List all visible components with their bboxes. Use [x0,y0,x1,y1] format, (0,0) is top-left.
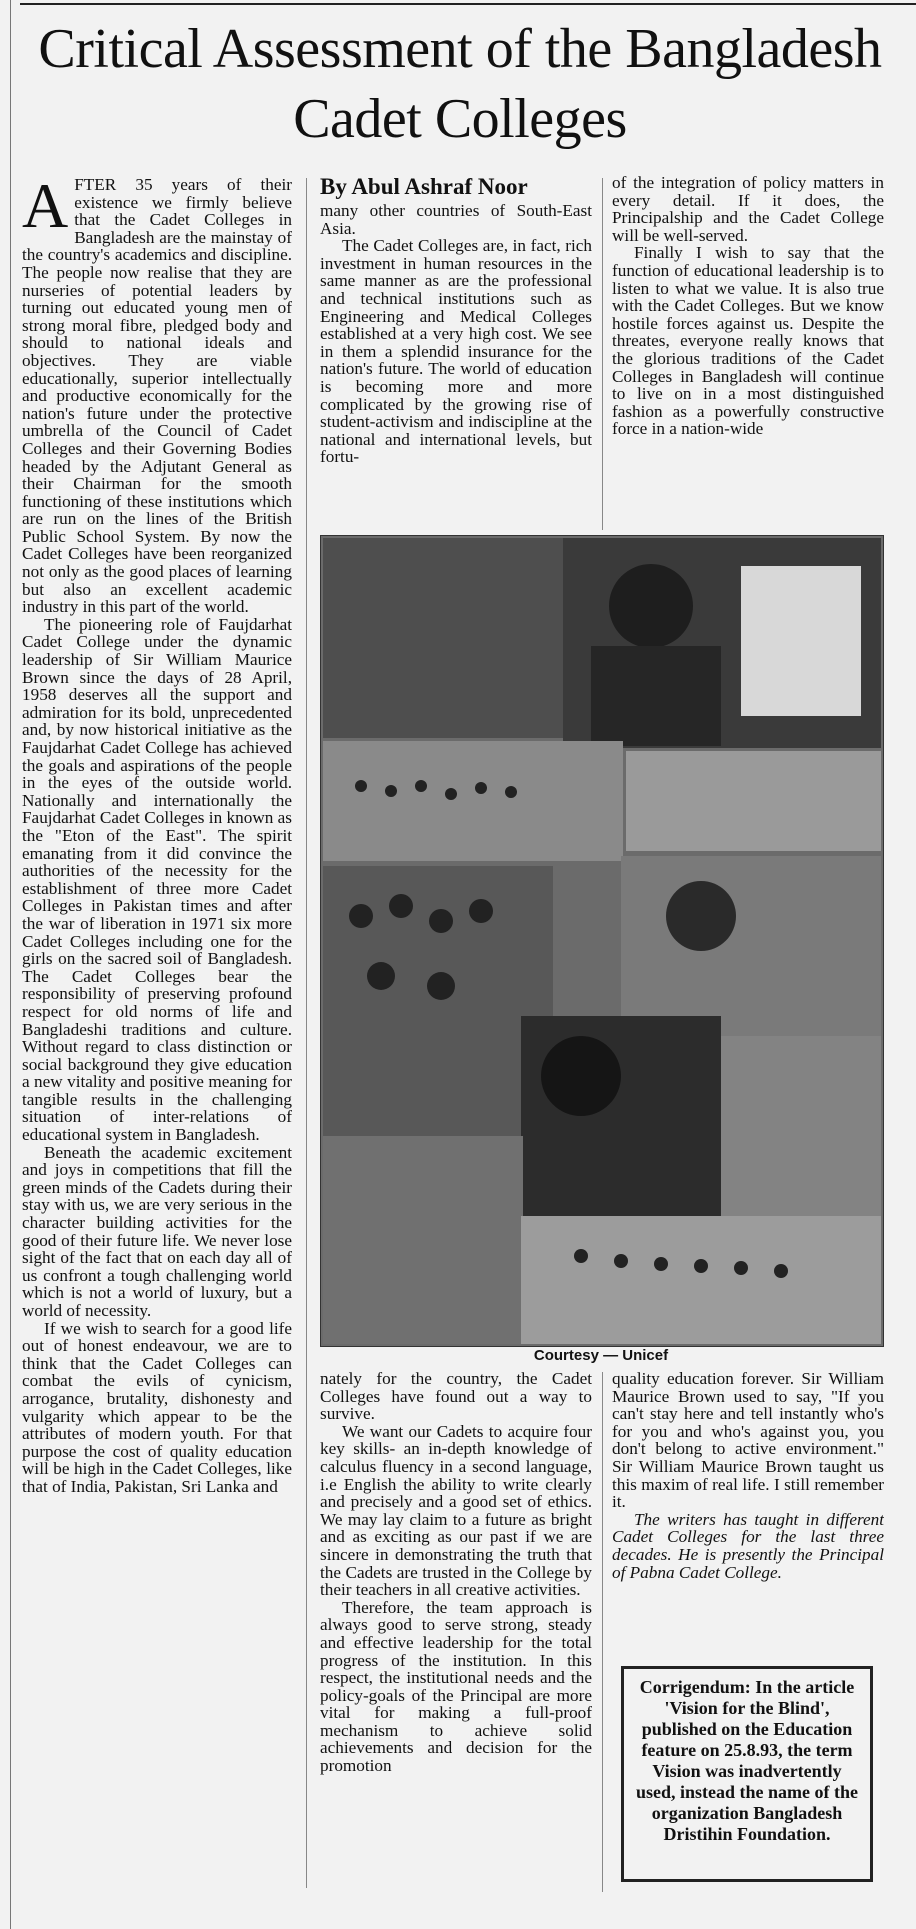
column-1-paragraph-3: Beneath the academic excitement and joys in competitions that fill the green minds of the Cadets during their stay with us, we are very serious in the character building activities for the good of their future life. We never lose sight of the fact that on each day all of us confront a tough challenging world which is not a world of luxury, but a world of necessity. [22,1142,292,1320]
column-1-paragraph-2: The pioneering role of Faujdarhat Cadet College under the dynamic leadership of Sir William Maurice Brown since the days of 28 April, 1958 deserves all the support and admiration for its bold, unprecedented and, by now historical initiative as the Faujdarhat Cadet College has achieved the goals and aspirations of the people in the eyes of the outside world. Nationally and internationally the Faujdarhat Cadet Colleges in known as the "Eton of the East". The spirit emanating from it did convince the authorities of the necessity for the establishment of three more Cadet Colleges in Pakistan times and after the war of liberation in 1971 six more Cadet Colleges including one for the girls on the sacred soil of Bangladesh. The Cadet Colleges bear the responsibility of preserving profound respect for old norms of life and Bangladeshi traditions and culture. Without regard to class distinction or social background they give education a new vitality and positive meaning for tangible results in the challenging situation of inter-relations of educational system in Bangladesh. [22,614,292,1145]
column-3-bottom [612,1370,884,1660]
column-divider-1 [306,178,307,1888]
column-3-bottom-paragraph-1: quality education forever. Sir William Maurice Brown used to say, "If you can't stay here and tell instantly who's for you and who's against you, you don't belong to active environment." Sir William Maurice Brown taught us this maxim of real life. I still remember it. [612,1370,884,1512]
column-3-paragraph-1: of the integration of policy matters in every detail. If it does, the Principalship and the Cadet College will be well-served. [612,174,884,245]
top-rule [20,3,916,5]
column-3-top [612,174,884,530]
column-2-paragraph-2: The Cadet Colleges are, in fact, rich investment in human resources in the same manner as are the professional and technical institutions such as Engineering and Medical Colleges established at a very high cost. We see in them a splendid insurance for the nation's future. The world of education is becoming more and more complicated by the growing rise of student-activism and indiscipline at the national and international levels, but fortu- [320,236,592,467]
column-1-paragraph-1-text: FTER 35 years of their existence we firmly believe that the Cadet Colleges in Bangladesh are the mainstay of the country's academics and discipline. The people now realise that they are nurseries of potential leaders by turning out educated young men of strong moral fibre, pledged body and should to national ideals and objectives. They are viable educationally, superior intellectually and productive economically for the nation's future under the protective umbrella of the Council of Cadet Colleges and their Governing Bodies headed by the Adjutant General as their Chairman for the smooth functioning of these institutions which are run on the lines of the British Public School System. By now the Cadet Colleges have been reorganized not only as the good places of learning but also an excellent academic industry in this part of the world. [22,176,292,617]
left-margin-rule [10,0,11,1929]
photo-collage-image [321,536,883,1346]
corrigendum-box: Corrigendum: In the article 'Vision for the Blind', published on the Education feature on 25.8.93, the term Vision was inadvertently used, instead the name of the organization Bangladesh Dristihin Foundation. [621,1666,873,1882]
column-2-bottom-paragraph-1: nately for the country, the Cadet Colleges have found out a way to survive. [320,1370,592,1424]
column-2-bottom-paragraph-3: Therefore, the team approach is always good to serve strong, steady and effective leadership for the total progress of the institution. In this respect, the institutional needs and the policy-goals of the Principal are more vital for making a full-proof mechanism to achieve solid achievements and decision for the promotion [320,1597,592,1776]
column-1-paragraph-1 [22,176,292,616]
column-2-bottom-paragraph-2: We want our Cadets to acquire four key skills- an in-depth knowledge of calculus fluency in a second language, i.e English the ability to write clearly and precisely and a good set of ethics. We may lay claim to a future as bright and as exciting as our past if we are sincere in demonstrating the truth that the Cadets are trusted in the College by their teachers in all creative activities. [320,1421,592,1600]
photo-collage [320,535,884,1347]
column-divider-2 [602,178,603,530]
byline: By Abul Ashraf Noor [320,174,528,199]
column-1-paragraph-4: If we wish to search for a good life out of honest endeavour, we are to think that the Cadet Colleges can combat the evils of cynicism, arrogance, brutality, dishonesty and vulgarity which appear to be the attributes of modern youth. For that purpose the cost of quality education will be high in the Cadet Colleges, like that of India, Pakistan, Sri Lanka and [22,1318,292,1496]
column-3-paragraph-2: Finally I wish to say that the function of educational leadership is to listen to what we value. It is also true with the Cadet Colleges. But we know hostile forces against us. Despite the threates, everyone really knows that the glorious traditions of the Cadet Colleges in Bangladesh will continue to live on in a most distinguished fashion as a powerfully constructive force in a nation-wide [612,243,884,439]
drop-cap: A [22,176,69,241]
headline: Critical Assessment of the Bangladesh Cadet Colleges [38,18,882,150]
author-note: The writers has taught in different Cadet Colleges for the last three decades. He is presently the Principal of Pabna Cadet College. [612,1509,884,1582]
column-2-top [320,174,592,530]
column-divider-4 [602,1372,603,1892]
column-2-bottom [320,1370,592,1894]
photo-credit: Courtesy — Unicef [533,1347,669,1364]
column-1 [22,176,292,1894]
column-2-paragraph-1: many other countries of South-East Asia. [320,201,592,238]
